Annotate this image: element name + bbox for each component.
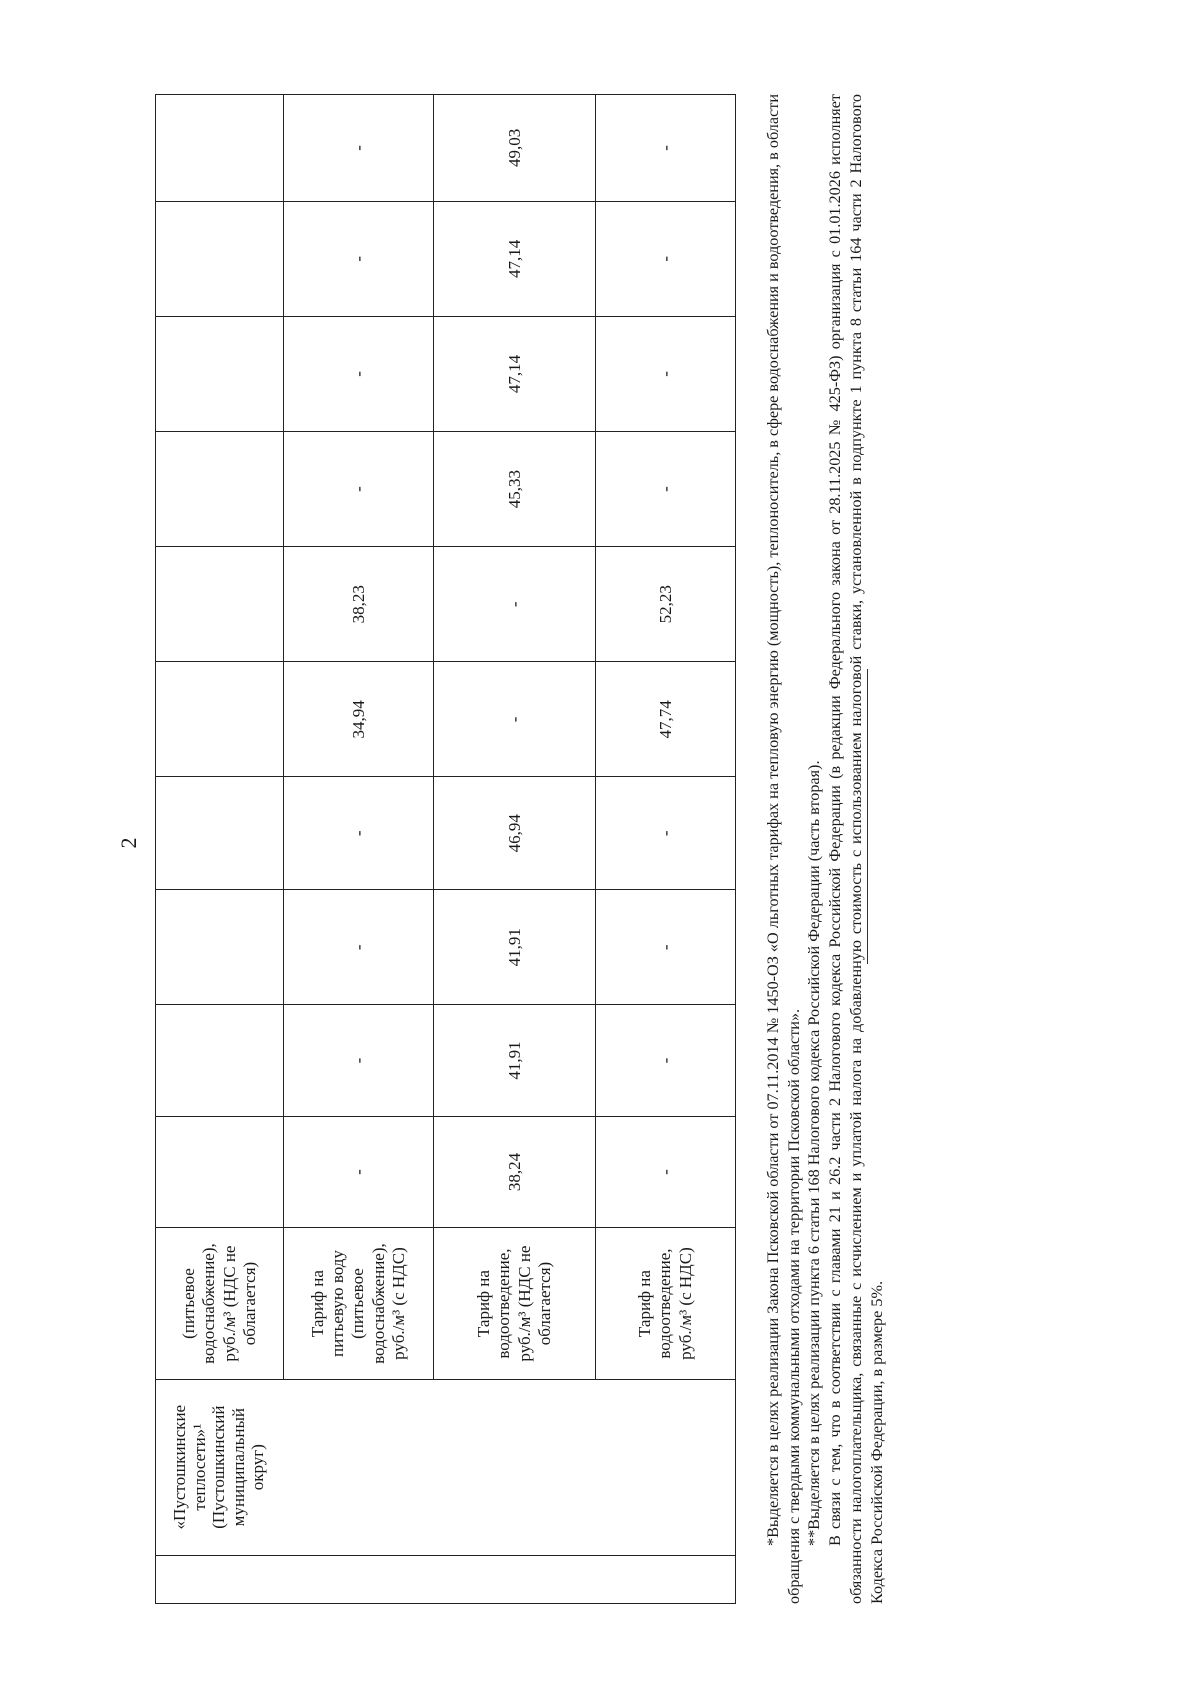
value-cell — [156, 201, 284, 316]
value-cell: 47,74 — [596, 662, 736, 777]
value-cell: - — [596, 201, 736, 316]
value-cell: 47,14 — [434, 316, 596, 431]
row-number-cell — [156, 1555, 736, 1603]
table-row — [434, 95, 596, 1604]
table-row — [284, 95, 434, 1604]
organization-cell: «Пустошкинские теплосети»¹ (Пустошкинский муниципальный округ) — [156, 1379, 736, 1555]
value-cell: - — [284, 201, 434, 316]
value-cell — [156, 316, 284, 431]
value-cell: 49,03 — [434, 95, 596, 202]
value-cell — [156, 432, 284, 547]
value-cell: - — [284, 890, 434, 1005]
value-cell: - — [596, 432, 736, 547]
value-cell: - — [596, 316, 736, 431]
value-cell: - — [434, 547, 596, 662]
value-cell: 45,33 — [434, 432, 596, 547]
value-cell: - — [284, 777, 434, 890]
tariff-table — [155, 94, 736, 1604]
value-cell: - — [596, 1005, 736, 1117]
value-cell — [156, 547, 284, 662]
unit-cell: Тариф на питьевую воду (питьевое водоснабжение), руб./м³ (с НДС) — [284, 1228, 434, 1380]
rotated-content — [155, 84, 900, 1604]
value-cell: 38,24 — [434, 1116, 596, 1228]
value-cell: 41,91 — [434, 890, 596, 1005]
value-cell: - — [596, 95, 736, 202]
value-cell — [156, 1116, 284, 1228]
value-cell: - — [434, 662, 596, 777]
footnote-2: **Выделяется в целях реализации пункта 6 статьи 168 Налогового кодекса Российской Федерации (часть вторая). — [805, 760, 824, 1546]
value-cell: - — [596, 777, 736, 890]
separator-line — [867, 669, 868, 964]
value-cell: 52,23 — [596, 547, 736, 662]
value-cell: 38,23 — [284, 547, 434, 662]
unit-cell: (питьевое водоснабжение), руб./м³ (НДС не облагается) — [156, 1228, 284, 1380]
value-cell: 34,94 — [284, 662, 434, 777]
value-cell — [156, 662, 284, 777]
value-cell — [156, 890, 284, 1005]
unit-cell: Тариф на водоотведение, руб./м³ (с НДС) — [596, 1228, 736, 1380]
value-cell: - — [284, 432, 434, 547]
value-cell: - — [284, 1005, 434, 1117]
value-cell: - — [596, 1116, 736, 1228]
value-cell — [156, 777, 284, 890]
page-number: 2 — [116, 837, 141, 849]
value-cell: 47,14 — [434, 201, 596, 316]
table-row — [156, 95, 284, 1604]
value-cell: - — [284, 95, 434, 202]
value-cell: - — [596, 890, 736, 1005]
unit-cell: Тариф на водоотведение, руб./м³ (НДС не облагается) — [434, 1228, 596, 1380]
value-cell — [156, 95, 284, 202]
value-cell — [156, 1005, 284, 1117]
footnote-1: *Выделяется в целях реализации Закона Псковской области от 07.11.2014 № 1450-ОЗ «О льготных тарифах на тепловую энергию (мощность), теплоноситель, в сфере водоснабжения и водоотведения, в области обращения с твердыми коммунальными отходами на территории Псковской области». — [764, 94, 803, 1604]
value-cell: - — [284, 316, 434, 431]
value-cell: 46,94 — [434, 777, 596, 890]
footnote-3: В связи с тем, что в соответствии с главами 21 и 26.2 части 2 Налогового кодекса Российской Федерации (в редакции Федерального закона от 28.11.2025 № 425-ФЗ) организация с 01.01.2026 исполняет обязанности налогоплательщика, связанные с исчислением и уплатой налога на добавленную стоимость с использованием налоговой ставки, установленной в подпункте 1 пункта 8 статьи 164 части 2 Налогового Кодекса Российской Федерации, в размере 5%. — [826, 94, 886, 1604]
value-cell: 41,91 — [434, 1005, 596, 1117]
value-cell: - — [284, 1116, 434, 1228]
table-row — [596, 95, 736, 1604]
footnotes — [763, 94, 887, 1604]
